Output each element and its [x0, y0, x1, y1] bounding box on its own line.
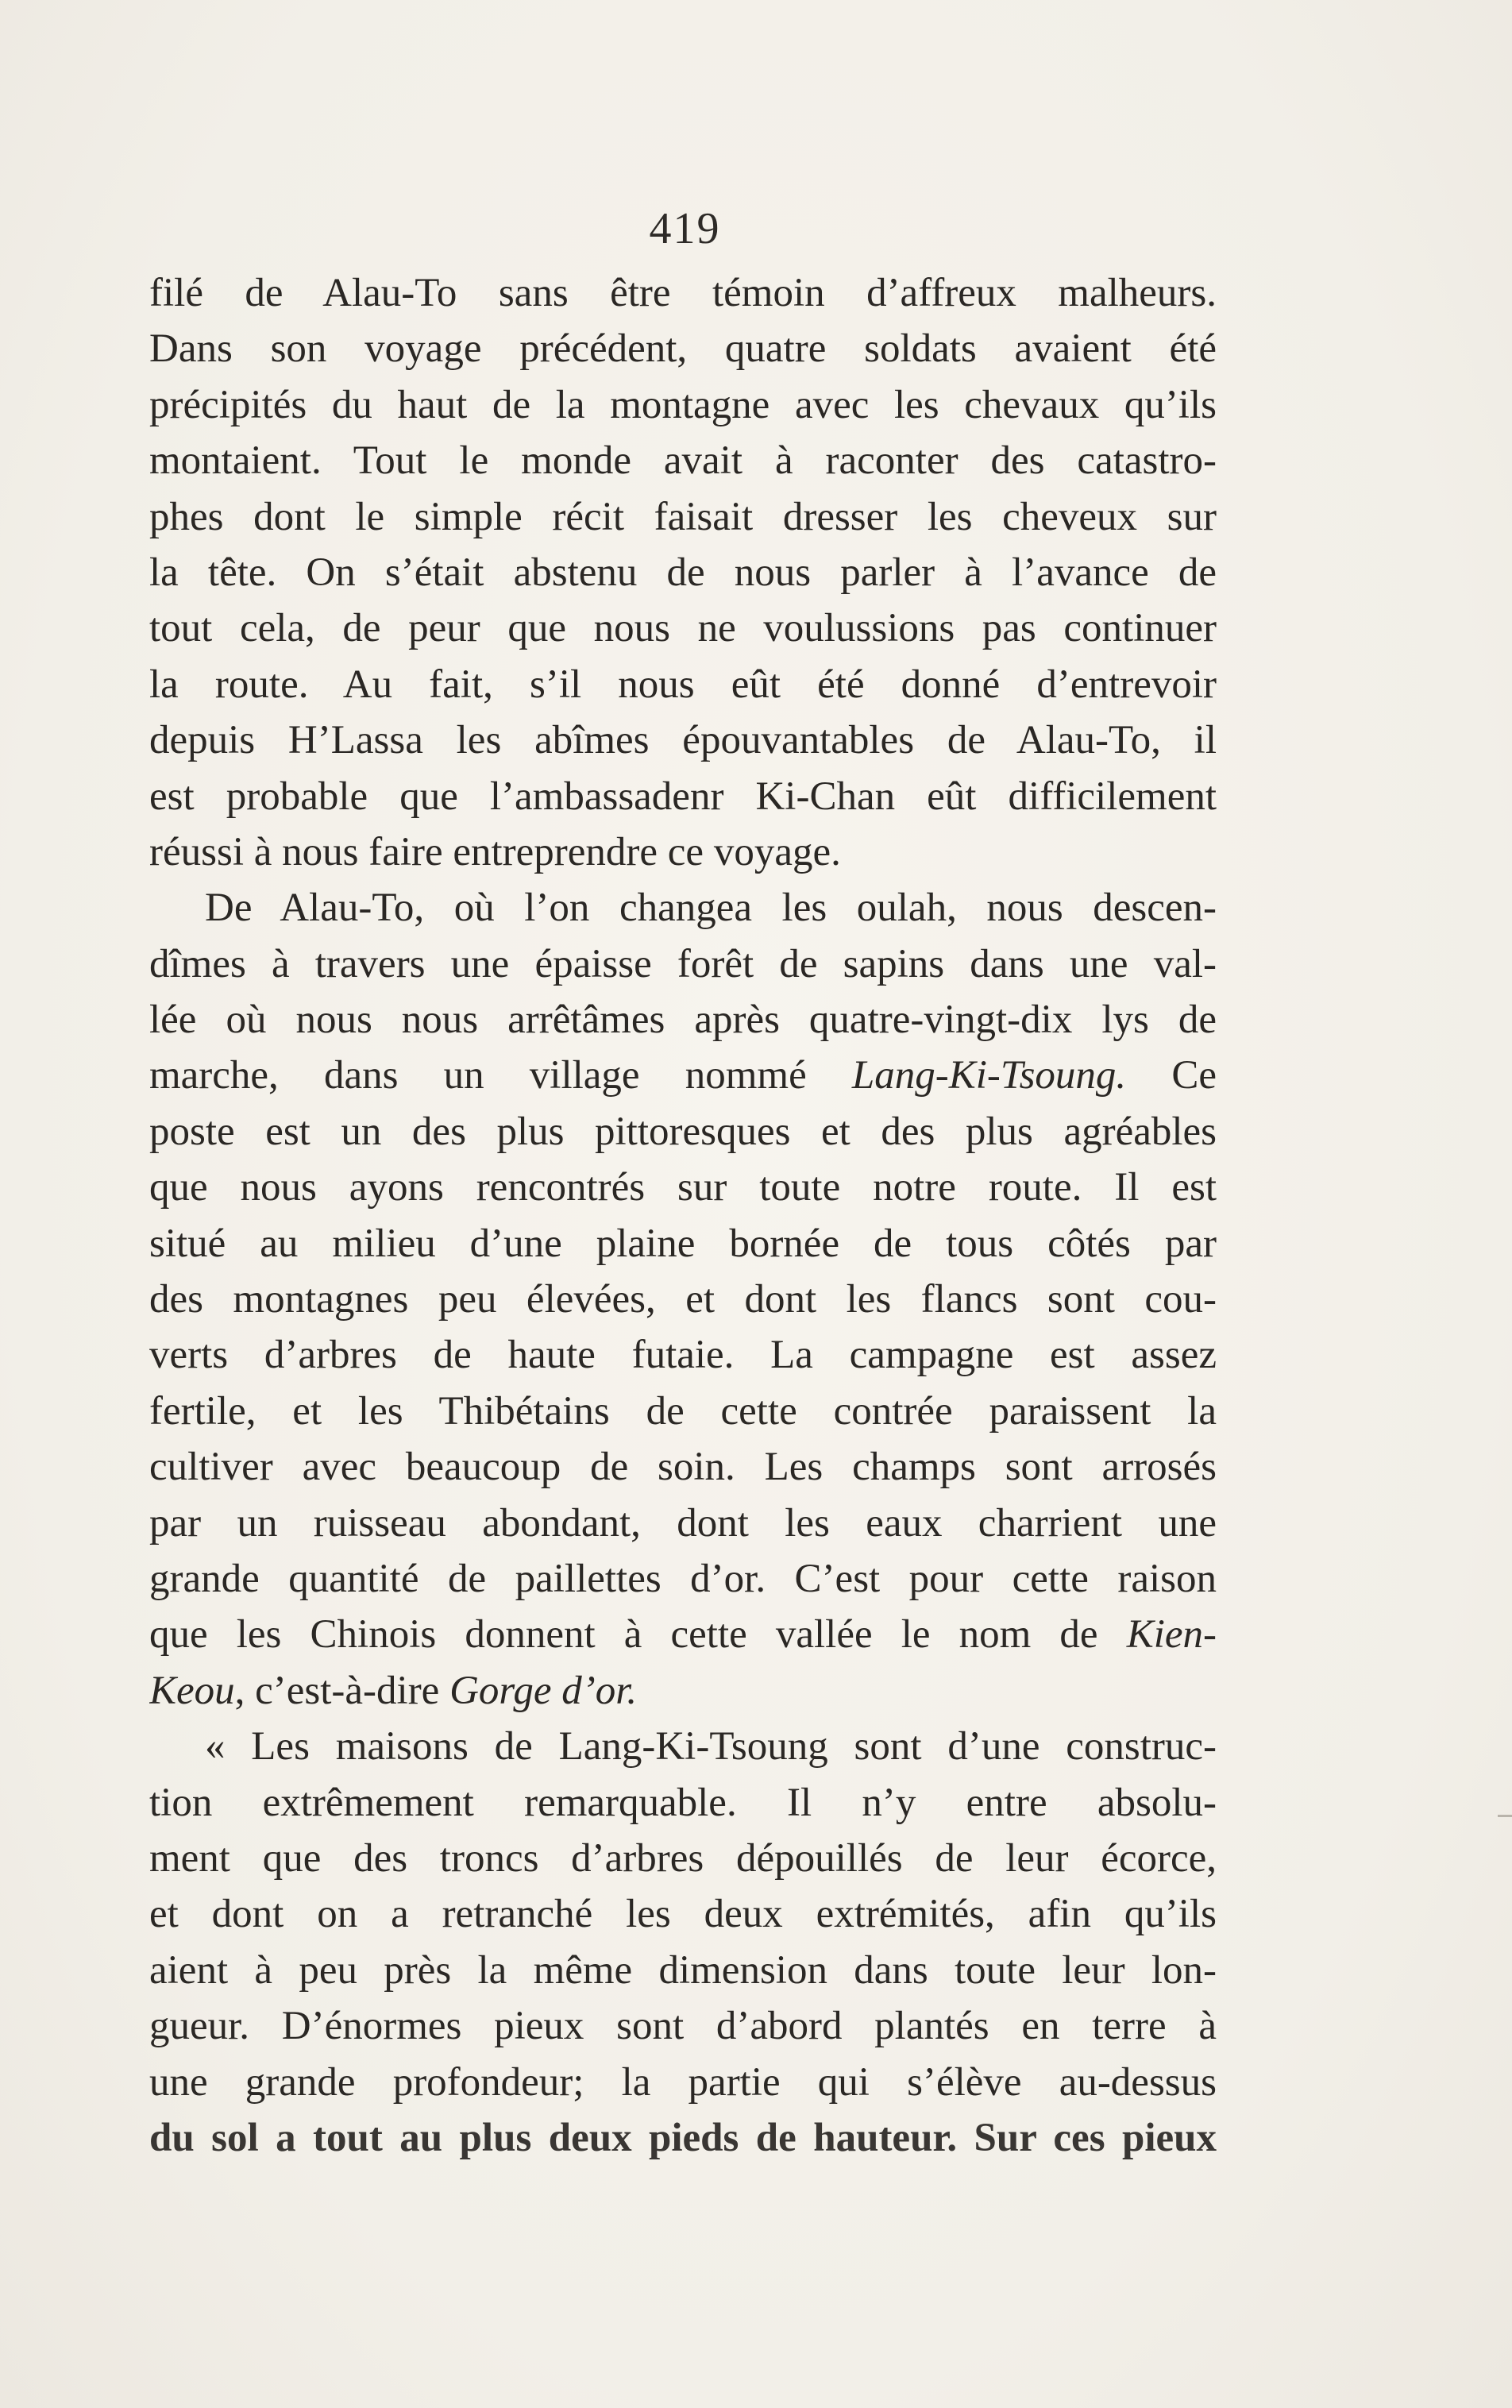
text-line: réussi à nous faire entreprendre ce voyage. — [149, 829, 841, 874]
text-segment: marche, dans un village nommé — [149, 1053, 852, 1098]
text-line: Dans son voyage précédent, quatre soldats avaient été — [149, 326, 1217, 372]
text-line: fertile, et les Thibétains de cette contrée paraissent la — [149, 1388, 1217, 1434]
text-segment: Ce — [1126, 1053, 1217, 1098]
italic-place-name: Lang-Ki-Tsoung. — [851, 1053, 1127, 1098]
text-line: phes dont le simple récit faisait dresser les cheveux sur — [149, 494, 1217, 539]
text-line: dîmes à travers une épaisse forêt de sapins dans une val- — [149, 941, 1217, 986]
text-line: et dont on a retranché les deux extrémités, afin qu’ils — [149, 1892, 1217, 1937]
text-line: la route. Au fait, s’il nous eût été donné d’entrevoir — [149, 662, 1217, 707]
text-line-with-italic — [149, 1607, 1217, 1662]
text-line: poste est un des plus pittoresques et des plus agréables — [149, 1109, 1217, 1154]
text-line: par un ruisseau abondant, dont les eaux charrient une — [149, 1500, 1217, 1546]
text-line-with-italic — [149, 1663, 1217, 1719]
italic-translation: Gorge d’or. — [449, 1668, 638, 1713]
margin-mark — [1498, 1815, 1512, 1817]
text-line: situé au milieu d’une plaine bornée de tous côtés par — [149, 1221, 1217, 1266]
text-line: ment que des troncs d’arbres dépouillés de leur écorce, — [149, 1835, 1217, 1881]
text-line: « Les maisons de Lang-Ki-Tsoung sont d’une construc- — [205, 1724, 1217, 1769]
text-line: verts d’arbres de haute futaie. La campagne est assez — [149, 1333, 1217, 1378]
text-body — [149, 265, 1217, 2166]
text-line: est probable que l’ambassadenr Ki-Chan eût difficilement — [149, 774, 1217, 819]
text-line: une grande profondeur; la partie qui s’élève au-dessus — [149, 2059, 1217, 2105]
text-line: du sol a tout au plus deux pieds de hauteur. Sur ces pieux — [149, 2115, 1217, 2160]
italic-place-name: Kien- — [1126, 1612, 1217, 1657]
text-line: montaient. Tout le monde avait à raconter des catastro- — [149, 438, 1217, 484]
text-line: gueur. D’énormes pieux sont d’abord plantés en terre à — [149, 2004, 1217, 2049]
text-line-with-italic — [149, 1048, 1217, 1103]
text-line: tout cela, de peur que nous ne voulussions pas continuer — [149, 606, 1217, 651]
text-line: depuis H’Lassa les abîmes épouvantables de Alau-To, il — [149, 718, 1217, 763]
italic-place-name: Keou — [149, 1668, 235, 1713]
text-line: De Alau-To, où l’on changea les oulah, nous descen- — [205, 886, 1217, 931]
text-segment: que les Chinois donnent à cette vallée le nom de — [149, 1612, 1127, 1657]
text-line: des montagnes peu élevées, et dont les flancs sont cou- — [149, 1277, 1217, 1322]
text-line: précipités du haut de la montagne avec les chevaux qu’ils — [149, 382, 1217, 427]
page-number: 419 — [649, 204, 721, 253]
text-line: lée où nous nous arrêtâmes après quatre-vingt-dix lys de — [149, 998, 1217, 1043]
text-segment: , c’est-à-dire — [234, 1668, 450, 1713]
text-line: tion extrêmement remarquable. Il n’y entre absolu- — [149, 1780, 1217, 1825]
text-line: cultiver avec beaucoup de soin. Les champs sont arrosés — [149, 1445, 1217, 1490]
text-line: la tête. On s’était abstenu de nous parler à l’avance de — [149, 550, 1217, 595]
text-line: que nous ayons rencontrés sur toute notre route. Il est — [149, 1165, 1217, 1210]
text-line: filé de Alau-To sans être témoin d’affreux malheurs. — [149, 271, 1217, 315]
text-line: grande quantité de paillettes d’or. C’est pour cette raison — [149, 1556, 1217, 1601]
text-line: aient à peu près la même dimension dans toute leur lon- — [149, 1947, 1217, 1993]
